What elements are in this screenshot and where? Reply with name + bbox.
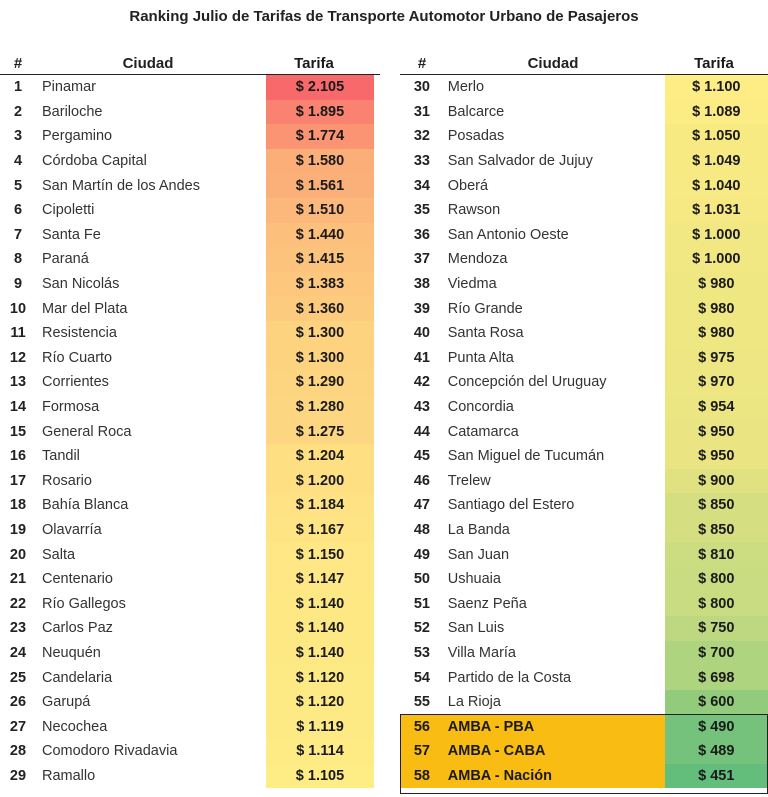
city-cell: Garupá xyxy=(42,694,91,711)
header-fare: Tarifa xyxy=(294,54,334,72)
table-row xyxy=(0,173,380,198)
fare-cell: $ 1.580 xyxy=(266,149,374,174)
fare-cell: $ 980 xyxy=(665,296,768,321)
rank-cell: 28 xyxy=(9,743,27,760)
header-rank: # xyxy=(417,54,427,72)
header-fare: Tarifa xyxy=(694,54,734,72)
fare-cell: $ 1.040 xyxy=(665,173,768,198)
fare-cell: $ 1.000 xyxy=(665,247,768,272)
table-row xyxy=(0,100,380,125)
fare-cell: $ 2.105 xyxy=(266,75,374,100)
city-cell: Corrientes xyxy=(42,374,109,391)
fare-cell: $ 1.000 xyxy=(665,223,768,248)
city-cell: Carlos Paz xyxy=(42,620,113,637)
table-header xyxy=(400,52,768,75)
header-city: Ciudad xyxy=(122,54,174,72)
city-cell: Ushuaia xyxy=(447,571,501,588)
fare-cell: $ 698 xyxy=(665,665,768,690)
city-cell: Santiago del Estero xyxy=(447,497,575,514)
fare-cell: $ 1.120 xyxy=(266,665,374,690)
rank-cell: 42 xyxy=(413,374,430,391)
fare-cell: $ 1.167 xyxy=(266,518,374,543)
table-row xyxy=(400,469,768,494)
table-row xyxy=(400,75,768,100)
city-cell: Tandil xyxy=(42,448,80,465)
table-row xyxy=(0,665,380,690)
fare-cell: $ 1.184 xyxy=(266,493,374,518)
fare-cell: $ 950 xyxy=(665,419,768,444)
city-cell: Candelaria xyxy=(42,669,113,686)
city-cell: La Rioja xyxy=(447,694,501,711)
city-cell: Paraná xyxy=(42,251,89,268)
fare-cell: $ 1.383 xyxy=(266,272,374,297)
city-cell: Merlo xyxy=(447,79,485,96)
rank-cell: 35 xyxy=(413,202,430,219)
table-row xyxy=(0,124,380,149)
table-row xyxy=(0,223,380,248)
fare-cell: $ 1.895 xyxy=(266,100,374,125)
fare-cell: $ 980 xyxy=(665,321,768,346)
rank-cell: 2 xyxy=(13,103,23,120)
fare-cell: $ 451 xyxy=(665,764,768,789)
rank-cell: 19 xyxy=(9,521,27,538)
rank-cell: 7 xyxy=(13,226,23,243)
city-cell: Viedma xyxy=(447,276,497,293)
rank-cell: 43 xyxy=(413,399,430,416)
table-body xyxy=(400,75,768,788)
rank-cell: 26 xyxy=(9,694,27,711)
fare-cell: $ 1.440 xyxy=(266,223,374,248)
table-row xyxy=(400,272,768,297)
city-cell: Necochea xyxy=(42,718,108,735)
rank-cell: 3 xyxy=(13,128,23,145)
table-row xyxy=(400,124,768,149)
city-cell: Pinamar xyxy=(42,79,96,96)
rank-cell: 5 xyxy=(13,177,23,194)
city-cell: San Antonio Oeste xyxy=(447,226,569,243)
fare-cell: $ 850 xyxy=(665,518,768,543)
rank-cell: 57 xyxy=(400,743,444,759)
fare-cell: $ 950 xyxy=(665,444,768,469)
fare-cell: $ 1.050 xyxy=(665,124,768,149)
table-row xyxy=(0,370,380,395)
rank-cell: 32 xyxy=(413,128,430,145)
fare-cell: $ 1.300 xyxy=(266,346,374,371)
rank-cell: 33 xyxy=(413,153,430,170)
city-cell: AMBA - Nación xyxy=(444,768,665,784)
table-row xyxy=(400,714,768,739)
fare-cell: $ 900 xyxy=(665,469,768,494)
rank-cell: 47 xyxy=(413,497,430,514)
fare-cell: $ 1.089 xyxy=(665,100,768,125)
rank-cell: 36 xyxy=(413,226,430,243)
rank-cell: 23 xyxy=(9,620,27,637)
rank-cell: 20 xyxy=(9,546,27,563)
rank-cell: 55 xyxy=(413,694,430,711)
table-row xyxy=(0,272,380,297)
city-cell: Río Gallegos xyxy=(42,595,126,612)
table-row xyxy=(0,444,380,469)
fare-cell: $ 1.140 xyxy=(266,616,374,641)
table-row xyxy=(400,444,768,469)
rank-cell: 34 xyxy=(413,177,430,194)
table-row xyxy=(400,542,768,567)
city-cell: AMBA - CABA xyxy=(444,743,665,759)
rank-cell: 56 xyxy=(400,719,444,735)
table-row xyxy=(0,714,380,739)
city-cell: Mar del Plata xyxy=(42,300,128,317)
table-row xyxy=(400,616,768,641)
fare-cell: $ 980 xyxy=(665,272,768,297)
table-row xyxy=(400,100,768,125)
rank-cell: 58 xyxy=(400,768,444,784)
table-row xyxy=(400,567,768,592)
table-row xyxy=(400,739,768,764)
table-row xyxy=(400,198,768,223)
fare-cell: $ 1.031 xyxy=(665,198,768,223)
city-cell: Comodoro Rivadavia xyxy=(42,743,178,760)
fare-cell: $ 750 xyxy=(665,616,768,641)
city-cell: Villa María xyxy=(447,644,516,661)
fare-cell: $ 975 xyxy=(665,346,768,371)
table-row xyxy=(0,690,380,715)
ranking-table-left xyxy=(0,52,380,788)
rank-cell: 15 xyxy=(9,423,27,440)
rank-cell: 14 xyxy=(9,399,27,416)
city-cell: Bariloche xyxy=(42,103,103,120)
city-cell: Resistencia xyxy=(42,325,117,342)
table-row xyxy=(0,469,380,494)
city-cell: Río Grande xyxy=(447,300,523,317)
table-row xyxy=(0,419,380,444)
city-cell: Santa Rosa xyxy=(447,325,524,342)
rank-cell: 18 xyxy=(9,497,27,514)
fare-cell: $ 700 xyxy=(665,641,768,666)
fare-cell: $ 800 xyxy=(665,591,768,616)
fare-cell: $ 1.204 xyxy=(266,444,374,469)
city-cell: Río Cuarto xyxy=(42,349,113,366)
table-row xyxy=(0,247,380,272)
rank-cell: 25 xyxy=(9,669,27,686)
table-row xyxy=(0,616,380,641)
fare-cell: $ 1.114 xyxy=(266,739,374,764)
city-cell: Neuquén xyxy=(42,644,101,661)
table-row xyxy=(400,149,768,174)
fare-cell: $ 1.140 xyxy=(266,641,374,666)
fare-cell: $ 1.140 xyxy=(266,591,374,616)
rank-cell: 24 xyxy=(9,644,27,661)
rank-cell: 29 xyxy=(9,767,27,784)
city-cell: Partido de la Costa xyxy=(447,669,572,686)
city-cell: Centenario xyxy=(42,571,113,588)
fare-cell: $ 1.049 xyxy=(665,149,768,174)
rank-cell: 40 xyxy=(413,325,430,342)
city-cell: San Miguel de Tucumán xyxy=(447,448,605,465)
city-cell: San Salvador de Jujuy xyxy=(447,153,593,170)
city-cell: Ramallo xyxy=(42,767,96,784)
table-row xyxy=(0,395,380,420)
city-cell: Concordia xyxy=(447,399,514,416)
header-city: Ciudad xyxy=(527,54,579,72)
rank-cell: 52 xyxy=(413,620,430,637)
rank-cell: 37 xyxy=(413,251,430,268)
city-cell: Balcarce xyxy=(447,103,505,120)
rank-cell: 6 xyxy=(13,202,23,219)
rank-cell: 54 xyxy=(413,669,430,686)
table-row xyxy=(400,419,768,444)
city-cell: San Martín de los Andes xyxy=(42,177,200,194)
table-row xyxy=(400,518,768,543)
rank-cell: 51 xyxy=(413,595,430,612)
rank-cell: 46 xyxy=(413,472,430,489)
city-cell: San Juan xyxy=(447,546,510,563)
fare-cell: $ 810 xyxy=(665,542,768,567)
fare-cell: $ 1.275 xyxy=(266,419,374,444)
table-row xyxy=(400,493,768,518)
ranking-table-right xyxy=(400,52,768,788)
city-cell: Saenz Peña xyxy=(447,595,527,612)
city-cell: Rosario xyxy=(42,472,92,489)
fare-cell: $ 490 xyxy=(665,714,768,739)
rank-cell: 50 xyxy=(413,571,430,588)
table-row xyxy=(400,665,768,690)
table-row xyxy=(0,591,380,616)
table-row xyxy=(400,223,768,248)
table-row xyxy=(400,395,768,420)
rank-cell: 1 xyxy=(13,79,23,96)
rank-cell: 41 xyxy=(413,349,430,366)
table-row xyxy=(0,739,380,764)
fare-cell: $ 1.300 xyxy=(266,321,374,346)
city-cell: Córdoba Capital xyxy=(42,153,147,170)
city-cell: La Banda xyxy=(447,521,510,538)
table-row xyxy=(400,321,768,346)
rank-cell: 30 xyxy=(413,79,430,96)
rank-cell: 45 xyxy=(413,448,430,465)
rank-cell: 22 xyxy=(9,595,27,612)
city-cell: Trelew xyxy=(447,472,491,489)
city-cell: Bahía Blanca xyxy=(42,497,129,514)
fare-cell: $ 1.120 xyxy=(266,690,374,715)
rank-cell: 53 xyxy=(413,644,430,661)
rank-cell: 44 xyxy=(413,423,430,440)
table-row xyxy=(400,591,768,616)
table-row xyxy=(0,321,380,346)
table-row xyxy=(400,296,768,321)
city-cell: Cipoletti xyxy=(42,202,95,219)
table-row xyxy=(0,641,380,666)
table-row xyxy=(400,247,768,272)
table-row xyxy=(0,296,380,321)
city-cell: AMBA - PBA xyxy=(444,719,665,735)
city-cell: Olavarría xyxy=(42,521,102,538)
table-row xyxy=(0,75,380,100)
rank-cell: 38 xyxy=(413,276,430,293)
fare-cell: $ 970 xyxy=(665,370,768,395)
page-title: Ranking Julio de Tarifas de Transporte Automotor Urbano de Pasajeros xyxy=(129,8,639,25)
table-row xyxy=(0,518,380,543)
city-cell: San Nicolás xyxy=(42,276,120,293)
city-cell: Pergamino xyxy=(42,128,113,145)
fare-cell: $ 1.100 xyxy=(665,75,768,100)
city-cell: Mendoza xyxy=(447,251,508,268)
table-row xyxy=(400,173,768,198)
rank-cell: 49 xyxy=(413,546,430,563)
table-row xyxy=(0,346,380,371)
fare-cell: $ 1.105 xyxy=(266,764,374,789)
fare-cell: $ 1.150 xyxy=(266,542,374,567)
fare-cell: $ 1.360 xyxy=(266,296,374,321)
fare-cell: $ 1.415 xyxy=(266,247,374,272)
table-row xyxy=(0,567,380,592)
city-cell: Posadas xyxy=(447,128,505,145)
rank-cell: 9 xyxy=(13,276,23,293)
table-row xyxy=(400,641,768,666)
fare-cell: $ 1.119 xyxy=(266,714,374,739)
rank-cell: 17 xyxy=(9,472,27,489)
table-row xyxy=(400,764,768,789)
rank-cell: 12 xyxy=(9,349,27,366)
rank-cell: 48 xyxy=(413,521,430,538)
fare-cell: $ 1.510 xyxy=(266,198,374,223)
rank-cell: 10 xyxy=(9,300,27,317)
rank-cell: 39 xyxy=(413,300,430,317)
city-cell: Santa Fe xyxy=(42,226,101,243)
city-cell: Oberá xyxy=(447,177,489,194)
table-header xyxy=(0,52,380,75)
city-cell: Concepción del Uruguay xyxy=(447,374,607,391)
city-cell: Rawson xyxy=(447,202,501,219)
header-rank: # xyxy=(13,54,23,72)
rank-cell: 21 xyxy=(9,571,27,588)
rank-cell: 27 xyxy=(9,718,27,735)
city-cell: San Luis xyxy=(447,620,505,637)
city-cell: Salta xyxy=(42,546,76,563)
city-cell: General Roca xyxy=(42,423,132,440)
city-cell: Formosa xyxy=(42,399,100,416)
table-row xyxy=(0,198,380,223)
fare-cell: $ 800 xyxy=(665,567,768,592)
rank-cell: 13 xyxy=(9,374,27,391)
rank-cell: 4 xyxy=(13,153,23,170)
table-row xyxy=(0,542,380,567)
rank-cell: 8 xyxy=(13,251,23,268)
table-row xyxy=(400,346,768,371)
table-row xyxy=(400,690,768,715)
table-body xyxy=(0,75,380,788)
table-row xyxy=(0,764,380,789)
fare-cell: $ 1.290 xyxy=(266,370,374,395)
table-row xyxy=(0,149,380,174)
fare-cell: $ 1.561 xyxy=(266,173,374,198)
fare-cell: $ 1.280 xyxy=(266,395,374,420)
fare-cell: $ 850 xyxy=(665,493,768,518)
fare-cell: $ 489 xyxy=(665,739,768,764)
fare-cell: $ 600 xyxy=(665,690,768,715)
rank-cell: 16 xyxy=(9,448,27,465)
table-row xyxy=(400,370,768,395)
fare-cell: $ 1.200 xyxy=(266,469,374,494)
rank-cell: 11 xyxy=(10,325,26,342)
city-cell: Punta Alta xyxy=(447,349,514,366)
fare-cell: $ 1.147 xyxy=(266,567,374,592)
fare-cell: $ 1.774 xyxy=(266,124,374,149)
fare-cell: $ 954 xyxy=(665,395,768,420)
rank-cell: 31 xyxy=(413,103,430,120)
table-row xyxy=(0,493,380,518)
city-cell: Catamarca xyxy=(447,423,519,440)
